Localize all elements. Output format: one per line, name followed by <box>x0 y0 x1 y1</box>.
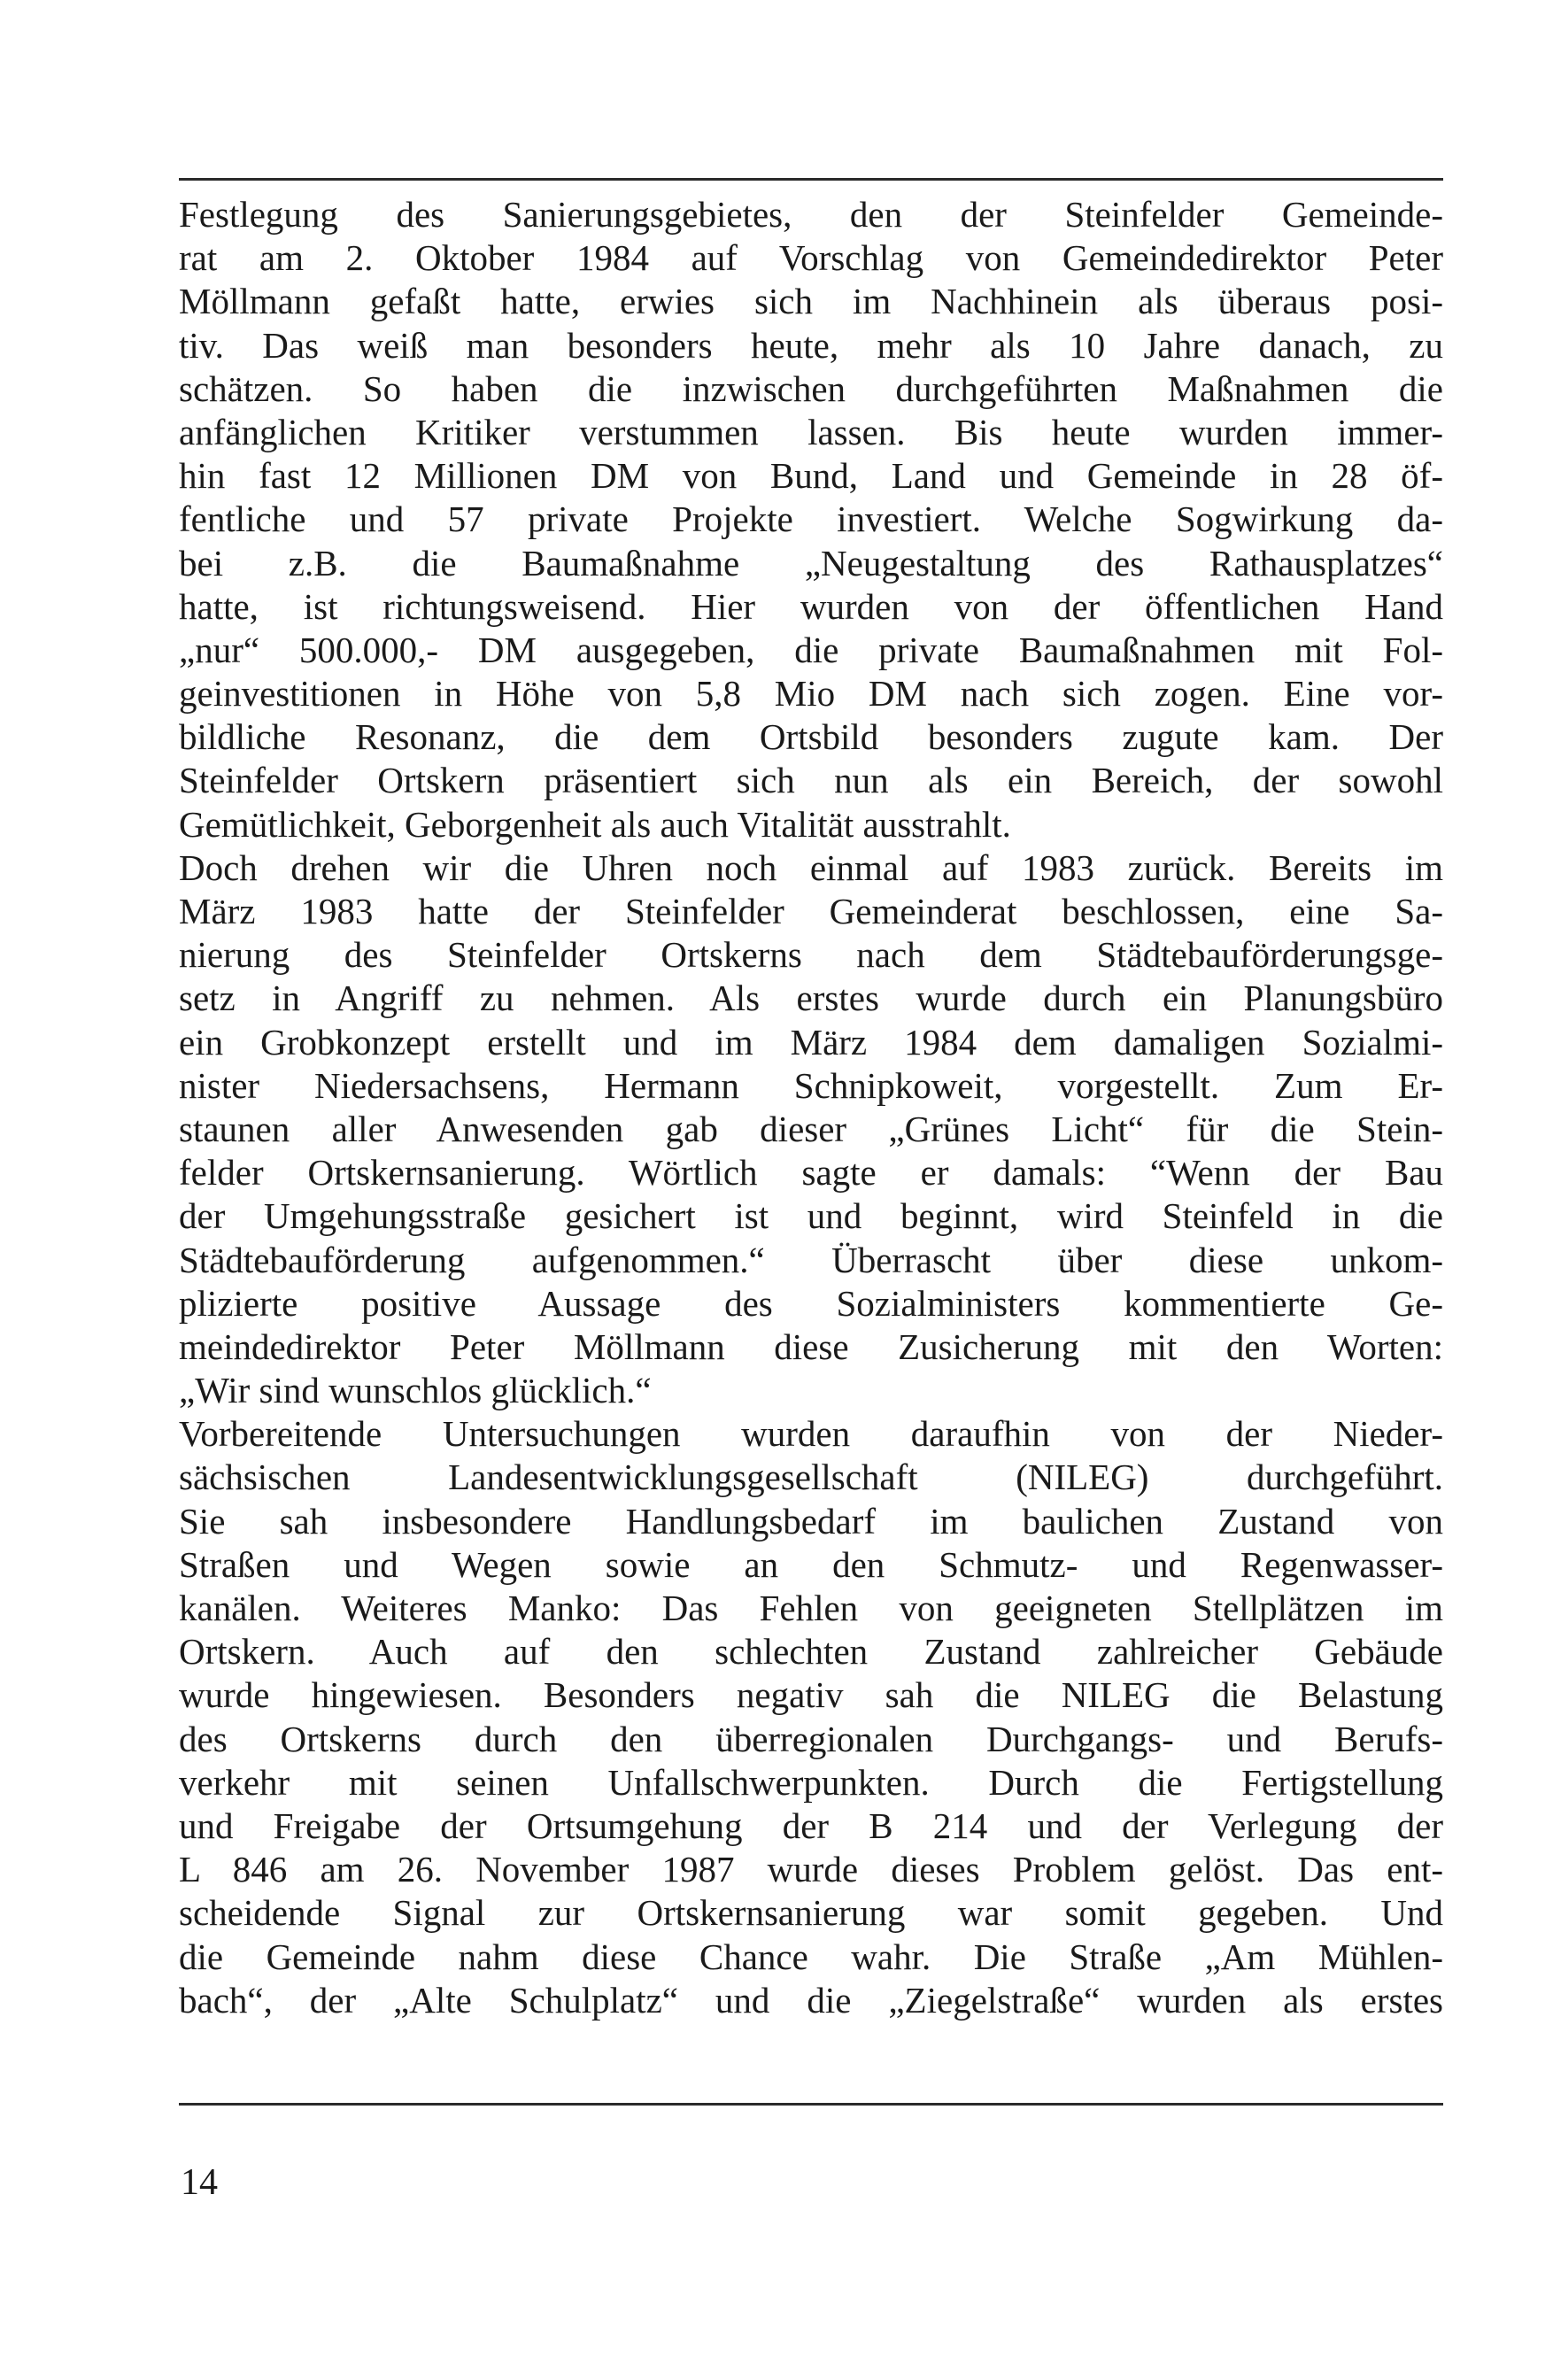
text-line: ein Grobkonzept erstellt und im März 1984 dem damaligen Sozialmi- <box>179 1021 1443 1062</box>
text-line: felder Ortskernsanierung. Wörtlich sagte er damals: “Wenn der Bau <box>179 1152 1443 1194</box>
text-line: nierung des Steinfelder Ortskerns nach dem Städtebauförderungsge- <box>179 934 1443 976</box>
text-line: scheidende Signal zur Ortskernsanierung war somit gegeben. Und <box>179 1892 1443 1934</box>
text-line: Gemütlichkeit, Geborgenheit als auch Vitalität ausstrahlt. <box>179 803 1011 845</box>
text-line: bach“, der „Alte Schulplatz“ und die „Ziegelstraße“ wurden als erstes <box>179 1979 1443 2021</box>
text-line: fentliche und 57 private Projekte investiert. Welche Sogwirkung da- <box>179 498 1443 540</box>
text-line: sächsischen Landesentwicklungsgesellschaft (NILEG) durchgeführt. <box>179 1457 1443 1498</box>
top-rule <box>179 178 1443 181</box>
text-line: Vorbereitende Untersuchungen wurden daraufhin von der Nieder- <box>179 1413 1443 1455</box>
text-line: „Wir sind wunschlos glücklich.“ <box>179 1370 652 1411</box>
text-line: hatte, ist richtungsweisend. Hier wurden von der öffentlichen Hand <box>179 585 1443 627</box>
text-line: L 846 am 26. November 1987 wurde dieses Problem gelöst. Das ent- <box>179 1849 1443 1890</box>
body-text <box>179 193 1443 2022</box>
bottom-rule <box>179 2103 1443 2106</box>
text-line: bei z.B. die Baumaßnahme „Neugestaltung des Rathausplatzes“ <box>179 542 1443 583</box>
text-line: wurde hingewiesen. Besonders negativ sah die NILEG die Belastung <box>179 1674 1443 1716</box>
text-line: „nur“ 500.000,- DM ausgegeben, die private Baumaßnahmen mit Fol- <box>179 629 1443 670</box>
text-line: hin fast 12 Millionen DM von Bund, Land und Gemeinde in 28 öf- <box>179 455 1443 497</box>
text-line: Festlegung des Sanierungsgebietes, den der Steinfelder Gemeinde- <box>179 194 1443 235</box>
text-line: verkehr mit seinen Unfallschwerpunkten. Durch die Fertigstellung <box>179 1761 1443 1803</box>
text-line: Straßen und Wegen sowie an den Schmutz- und Regenwasser- <box>179 1543 1443 1585</box>
text-line: die Gemeinde nahm diese Chance wahr. Die Straße „Am Mühlen- <box>179 1936 1443 1977</box>
text-line: nister Niedersachsens, Hermann Schnipkoweit, vorgestellt. Zum Er- <box>179 1064 1443 1106</box>
text-line: geinvestitionen in Höhe von 5,8 Mio DM nach sich zogen. Eine vor- <box>179 673 1443 715</box>
text-line: Städtebauförderung aufgenommen.“ Überrascht über diese unkom- <box>179 1239 1443 1280</box>
text-line: bildliche Resonanz, die dem Ortsbild besonders zugute kam. Der <box>179 716 1443 758</box>
text-line: Möllmann gefaßt hatte, erwies sich im Nachhinein als überaus posi- <box>179 281 1443 322</box>
text-line: schätzen. So haben die inzwischen durchgeführten Maßnahmen die <box>179 367 1443 409</box>
page-number: 14 <box>181 2162 218 2203</box>
text-line: März 1983 hatte der Steinfelder Gemeinderat beschlossen, eine Sa- <box>179 891 1443 931</box>
text-line: rat am 2. Oktober 1984 auf Vorschlag von Gemeindedirektor Peter <box>179 237 1443 279</box>
text-line: meindedirektor Peter Möllmann diese Zusicherung mit den Worten: <box>179 1325 1443 1367</box>
text-line: Steinfelder Ortskern präsentiert sich nun als ein Bereich, der sowohl <box>179 760 1443 801</box>
text-line: der Umgehungsstraße gesichert ist und beginnt, wird Steinfeld in die <box>179 1195 1443 1237</box>
text-line: staunen aller Anwesenden gab dieser „Grünes Licht“ für die Stein- <box>179 1108 1443 1149</box>
text-line: und Freigabe der Ortsumgehung der B 214 und der Verlegung der <box>179 1804 1443 1846</box>
text-line: Ortskern. Auch auf den schlechten Zustand zahlreicher Gebäude <box>179 1631 1443 1673</box>
text-line: Sie sah insbesondere Handlungsbedarf im baulichen Zustand von <box>179 1500 1443 1542</box>
text-line: tiv. Das weiß man besonders heute, mehr als 10 Jahre danach, zu <box>179 324 1443 366</box>
text-line: plizierte positive Aussage des Sozialministers kommentierte Ge- <box>179 1282 1443 1324</box>
text-line: Doch drehen wir die Uhren noch einmal auf 1983 zurück. Bereits im <box>179 846 1443 888</box>
text-line: des Ortskerns durch den überregionalen Durchgangs- und Berufs- <box>179 1718 1443 1759</box>
text-line: kanälen. Weiteres Manko: Das Fehlen von geeigneten Stellplätzen im <box>179 1588 1443 1628</box>
text-line: setz in Angriff zu nehmen. Als erstes wurde durch ein Planungsbüro <box>179 978 1443 1019</box>
text-line: anfänglichen Kritiker verstummen lassen. Bis heute wurden immer- <box>179 411 1443 452</box>
